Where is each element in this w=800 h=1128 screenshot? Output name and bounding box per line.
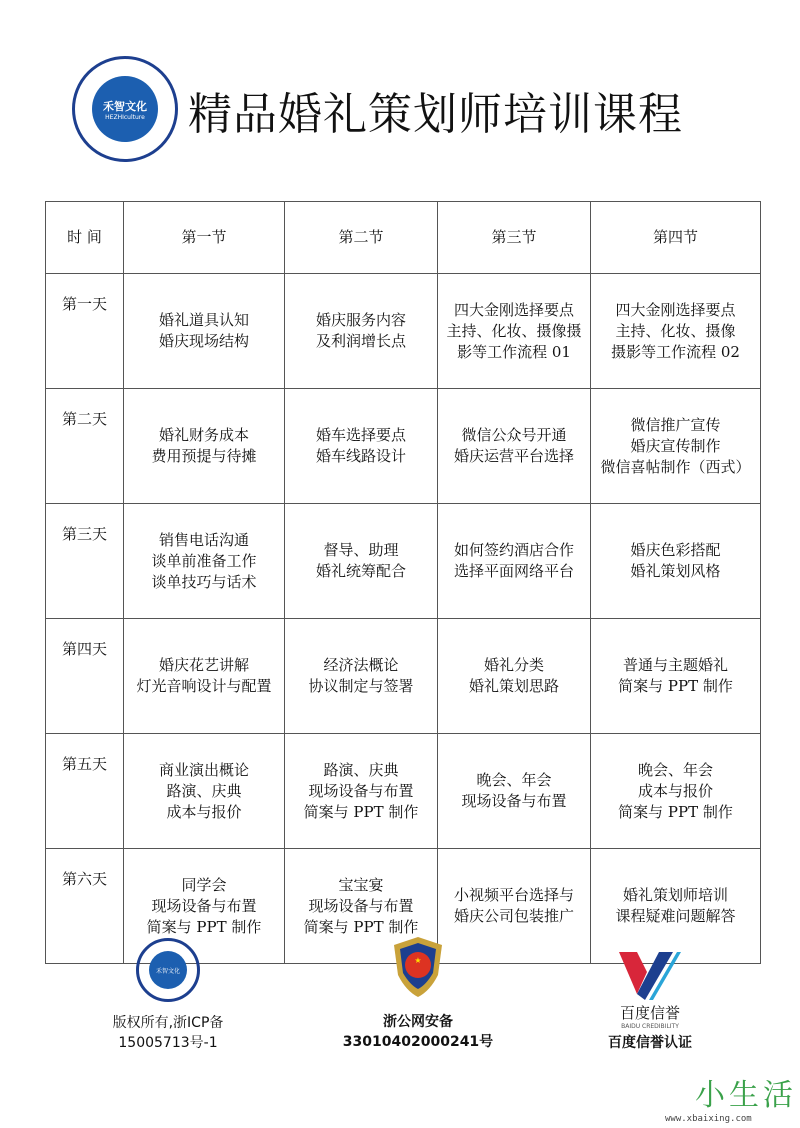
day-label: 第五天 [46,734,124,849]
lesson-line: 现场设备与布置 [151,896,257,915]
footer-baidu-block [590,950,710,1052]
day-label: 第六天 [46,849,124,964]
svg-text:★: ★ [414,956,422,965]
lesson-line: 督导、助理 [323,541,399,559]
lesson-line: 四大金刚选择要点 [615,300,736,319]
lesson-line: 婚礼策划风格 [630,562,721,580]
course-schedule-table [45,201,761,964]
lesson-line: 简案与 PPT 制作 [146,917,262,936]
lesson-line: 主持、化妆、摄像摄 [446,321,582,340]
lesson-line: 同学会 [181,875,227,894]
watermark [665,1070,797,1124]
lesson-cell [285,274,438,389]
lesson-line: 成本与报价 [166,802,242,821]
lesson-cell [591,734,761,849]
lesson-cell [124,734,285,849]
lesson-line: 婚车线路设计 [315,447,406,465]
lesson-line: 宝宝宴 [338,875,384,894]
lesson-line: 微信喜帖制作（西式） [600,457,751,476]
logo-name-cn: 禾智文化 [103,99,147,113]
table-row [46,389,761,504]
lesson-line: 婚庆公司包装推广 [453,907,574,925]
lesson-line: 婚庆宣传制作 [630,436,721,455]
day-label: 第三天 [46,504,124,619]
column-header: 第一节 [124,202,285,274]
copyright-text: 版权所有,浙ICP备15005713号-1 [112,1015,224,1051]
table-row [46,619,761,734]
lesson-line: 婚庆现场结构 [158,332,249,350]
lesson-line: 选择平面网络平台 [453,562,574,580]
table-row [46,504,761,619]
watermark-url: www.xbaixing.com [665,1114,752,1124]
day-label: 第四天 [46,619,124,734]
lesson-line: 微信公众号开通 [461,426,567,444]
lesson-cell [438,619,591,734]
lesson-cell [591,849,761,964]
lesson-line: 主持、化妆、摄像 [615,321,736,340]
lesson-cell [285,734,438,849]
company-logo [72,56,178,162]
footer-police-block [318,935,518,1051]
company-logo-small: 禾智文化 [136,938,200,1002]
lesson-cell [438,504,591,619]
baidu-credibility-logo-icon [615,950,685,1000]
lesson-cell [438,734,591,849]
baidu-cert-text: 百度信誉认证 [608,1035,692,1051]
lesson-line: 协议制定与签署 [308,677,414,695]
footer-copyright-block [78,938,258,1052]
lesson-line: 普通与主题婚礼 [622,656,728,674]
lesson-line: 摄影等工作流程 02 [611,342,740,361]
column-header: 时 间 [46,202,124,274]
lesson-line: 四大金刚选择要点 [453,300,574,319]
lesson-cell [591,389,761,504]
lesson-line: 婚礼分类 [483,656,544,674]
lesson-cell [124,389,285,504]
table-row [46,274,761,389]
lesson-line: 小视频平台选择与 [453,886,574,904]
lesson-line: 谈单前准备工作 [151,551,257,570]
lesson-line: 婚庆服务内容 [315,311,406,329]
lesson-line: 婚礼统筹配合 [315,562,406,580]
baidu-logo-en: BAIDU CREDIBILITY [621,1023,679,1030]
lesson-line: 简案与 PPT 制作 [303,917,419,936]
lesson-line: 简案与 PPT 制作 [618,677,733,695]
lesson-line: 课程疑难问题解答 [615,907,736,925]
watermark-text: 小生活 [695,1078,797,1113]
lesson-line: 销售电话沟通 [158,530,249,549]
table-row [46,734,761,849]
column-header: 第二节 [285,202,438,274]
lesson-line: 成本与报价 [637,781,713,800]
lesson-cell [285,504,438,619]
lesson-line: 婚礼策划思路 [468,677,559,695]
day-label: 第二天 [46,389,124,504]
lesson-line: 简案与 PPT 制作 [618,802,733,821]
lesson-line: 费用预提与待摊 [151,447,257,465]
lesson-cell [285,389,438,504]
baidu-logo-cn: 百度信誉 [619,1004,680,1022]
lesson-line: 及利润增长点 [315,332,406,350]
lesson-line: 婚庆花艺讲解 [158,656,249,674]
lesson-line: 婚车选择要点 [315,426,406,444]
lesson-cell [591,274,761,389]
lesson-cell [124,504,285,619]
column-header: 第三节 [438,202,591,274]
police-badge-icon [390,935,446,1001]
lesson-line: 路演、庆典 [166,781,242,800]
lesson-line: 谈单技巧与话术 [151,572,257,591]
column-header: 第四节 [591,202,761,274]
lesson-line: 商业演出概论 [158,760,249,779]
lesson-line: 晚会、年会 [637,760,713,779]
lesson-cell [438,389,591,504]
lesson-line: 现场设备与布置 [308,781,414,800]
police-record-text: 浙公网安备 33010402000241号 [342,1014,494,1050]
lesson-cell [591,619,761,734]
lesson-cell [285,619,438,734]
lesson-line: 婚礼策划师培训 [622,886,728,904]
lesson-cell [591,504,761,619]
lesson-line: 现场设备与布置 [308,896,414,915]
lesson-line: 晚会、年会 [476,771,552,789]
lesson-line: 如何签约酒店合作 [453,541,574,559]
lesson-line: 影等工作流程 01 [457,342,571,361]
lesson-line: 婚礼财务成本 [158,426,249,444]
day-label: 第一天 [46,274,124,389]
lesson-line: 现场设备与布置 [461,792,567,810]
lesson-line: 灯光音响设计与配置 [136,677,272,695]
lesson-line: 微信推广宣传 [630,415,721,434]
lesson-line: 简案与 PPT 制作 [303,802,419,821]
lesson-line: 婚庆运营平台选择 [453,447,574,465]
logo-name-en: HEZHIculture [105,113,145,121]
lesson-line: 婚礼道具认知 [158,311,249,329]
lesson-line: 婚庆色彩搭配 [630,541,721,559]
lesson-line: 路演、庆典 [323,760,399,779]
lesson-cell [438,274,591,389]
lesson-cell [124,619,285,734]
lesson-line: 经济法概论 [323,656,399,674]
page-title: 精品婚礼策划师培训课程 [188,89,683,140]
lesson-cell [124,274,285,389]
